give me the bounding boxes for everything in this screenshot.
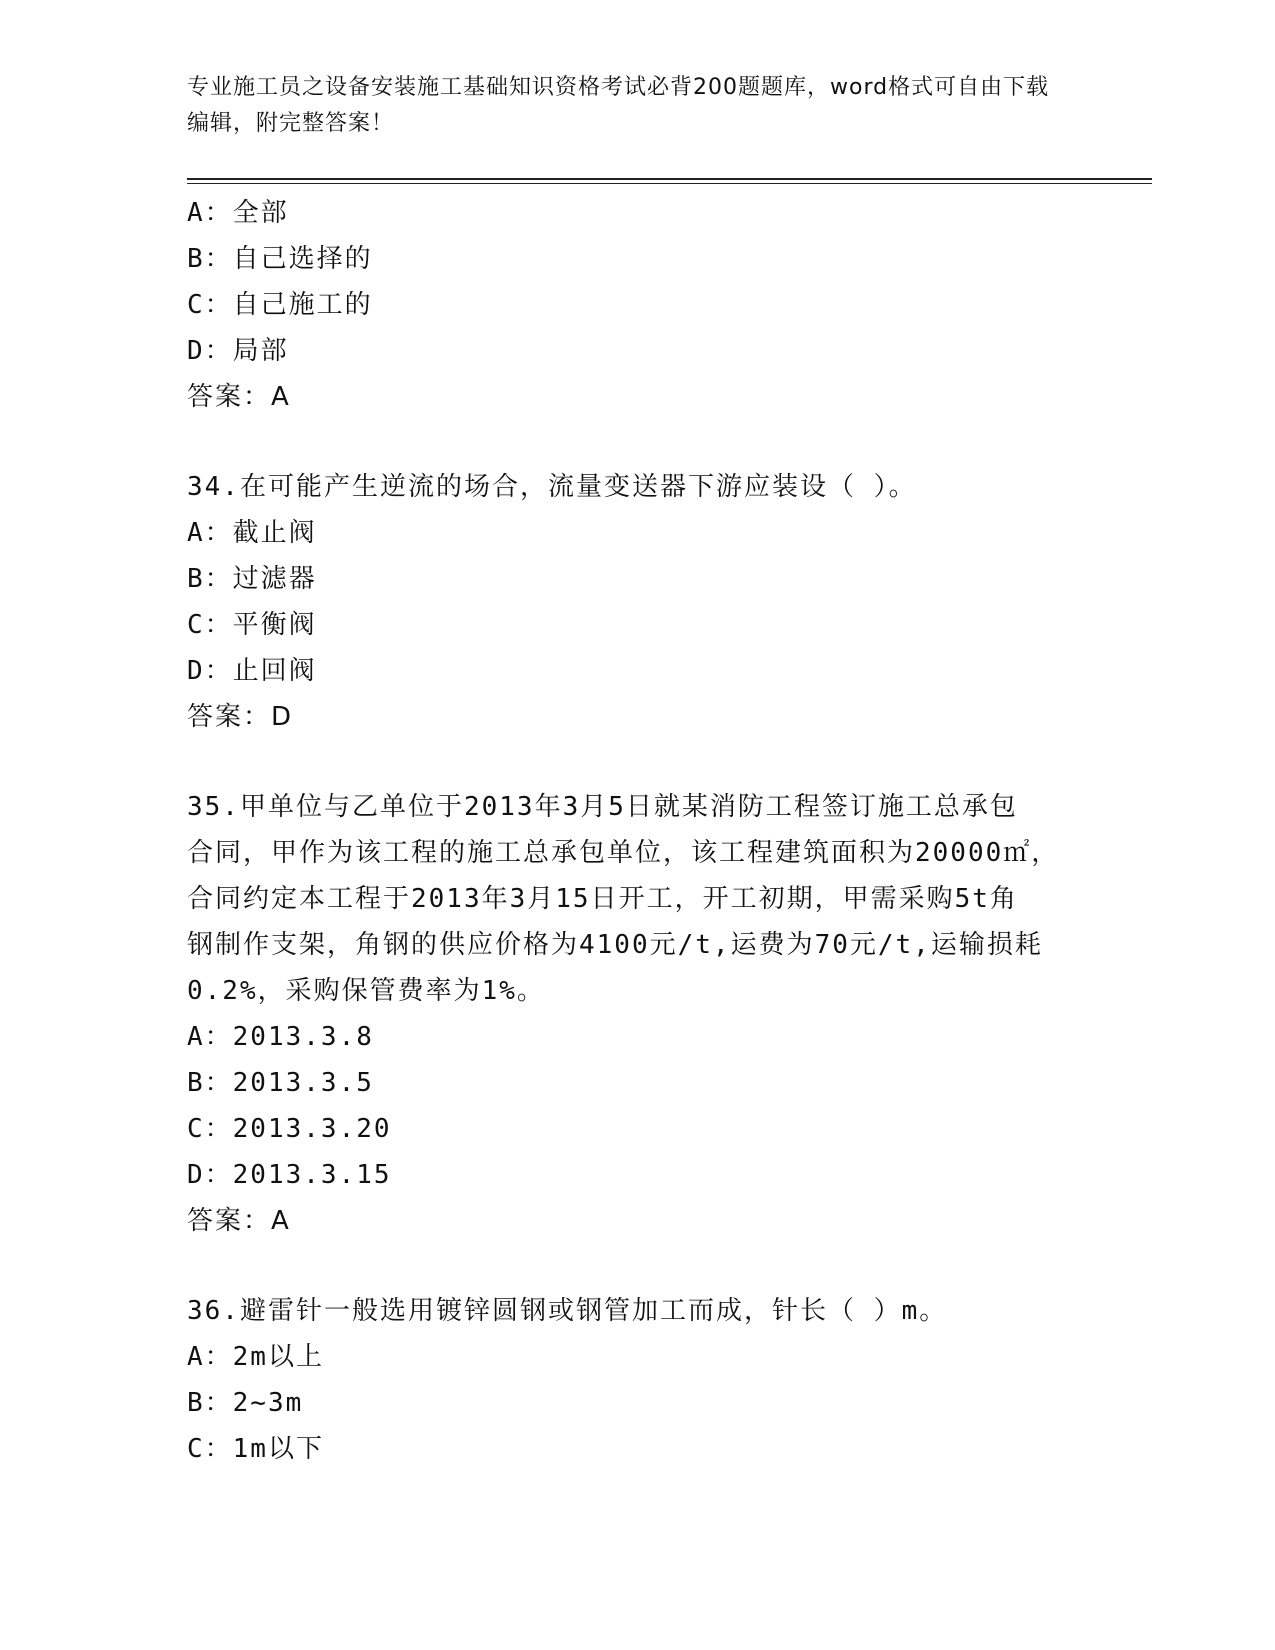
question-stem-line: 0.2%，采购保管费率为1%。 bbox=[187, 976, 545, 1006]
option-a: A：截止阀 bbox=[187, 518, 317, 548]
question-list bbox=[187, 190, 1067, 1472]
question-stem: 36.避雷针一般选用镀锌圆钢或钢管加工而成，针长（ ）m。 bbox=[187, 1296, 948, 1326]
option-c: C：2013.3.20 bbox=[187, 1114, 392, 1144]
answer: 答案：A bbox=[187, 382, 291, 412]
option-d: D：局部 bbox=[187, 336, 289, 366]
question-stem-line: 钢制作支架，角钢的供应价格为4100元/t,运费为70元/t,运输损耗 bbox=[187, 930, 1043, 960]
option-b: B：过滤器 bbox=[187, 564, 317, 594]
question-stem-line: 合同，甲作为该工程的施工总承包单位，该工程建筑面积为20000㎡， bbox=[187, 838, 1060, 868]
option-c: C：1m以下 bbox=[187, 1434, 324, 1464]
option-d: D：2013.3.15 bbox=[187, 1160, 392, 1190]
document-header bbox=[187, 70, 1067, 142]
question-block bbox=[187, 464, 1067, 740]
option-d: D：止回阀 bbox=[187, 656, 317, 686]
question-stem: 34.在可能产生逆流的场合，流量变送器下游应装设（ ）。 bbox=[187, 472, 917, 502]
header-rule-thick bbox=[187, 178, 1152, 180]
question-block bbox=[187, 1288, 1067, 1472]
question-stem-line: 35.甲单位与乙单位于2013年3月5日就某消防工程签订施工总承包 bbox=[187, 792, 1018, 822]
answer: 答案：D bbox=[187, 702, 294, 732]
question-stem-line: 合同约定本工程于2013年3月15日开工，开工初期，甲需采购5t角 bbox=[187, 884, 1018, 914]
question-block bbox=[187, 784, 1067, 1244]
option-a: A：2m以上 bbox=[187, 1342, 324, 1372]
header-rule-thin bbox=[187, 183, 1152, 184]
option-b: B：2~3m bbox=[187, 1388, 304, 1418]
answer: 答案：A bbox=[187, 1206, 291, 1236]
option-c: C：自己施工的 bbox=[187, 290, 373, 320]
header-title: 专业施工员之设备安装施工基础知识资格考试必背200题题库，word格式可自由下载编辑，附完整答案！ bbox=[187, 75, 1050, 136]
question-block bbox=[187, 190, 1067, 420]
option-a: A：2013.3.8 bbox=[187, 1022, 374, 1052]
option-b: B：自己选择的 bbox=[187, 244, 373, 274]
option-b: B：2013.3.5 bbox=[187, 1068, 374, 1098]
option-c: C：平衡阀 bbox=[187, 610, 317, 640]
option-a: A：全部 bbox=[187, 198, 289, 228]
